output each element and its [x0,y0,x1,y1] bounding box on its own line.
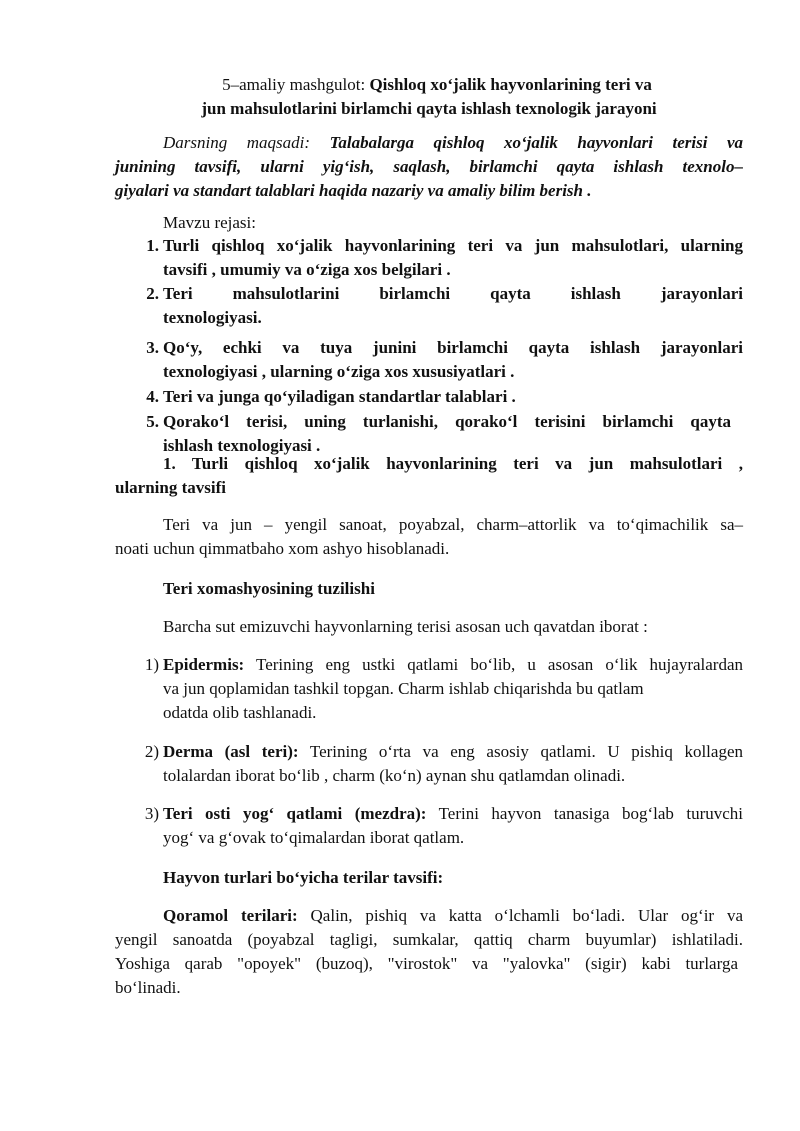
aim-label: Darsning maqsadi: [163,133,330,152]
plan-item-number: 4. [146,387,159,406]
intro-paragraph: Teri va jun – yengil sanoat, poyabzal, charm–attorlik va to‘qimachilik sa– noati uchun qimmatbaho xom ashyo hisoblanadi. [115,515,743,558]
plan-item: 1. Turli qishloq xo‘jalik hayvonlarining teri va jun mahsulotlari, ularning tavsifi , umumiy va o‘ziga xos belgilari . [115,234,743,282]
document-page: 5–amaliy mashgulot: Qishloq xo‘jalik hayvonlarining teri va jun mahsulotlarini birlamchi qayta ishlash texnologik jarayoni Darsning maqsadi: Talabalarga qishloq xo‘jalik hayvonlari terisi va junining tavsifi, ularni yig‘ish, saqlash, birlamchi qayta ishlash texnolo– giyalari va standart talablari haqida nazariy va amaliy bilim berish . Mavzu rejasi: 1. Turli qishloq xo‘jalik hayvonlarining teri va jun mahsulotlari, ularning tavsifi , umumiy va o‘ziga xos belgilari . 2. Teri mahsulotlarini birlamchi qayta ishlash jarayonlari texnologiyasi. 3. Qo‘y, echki va tuya junini birlamchi qayta ishlash jarayonlari texnologiyasi , ularning o‘ziga xos xususiyatlari . 4. Teri va junga qo‘yiladigan standartlar talablari . 5. Qorako‘l terisi, uning turlanishi, qorako‘l terisini birlamchi qayta ishlash texnologiyasi . 1. Turli qishloq xo‘jalik hayvonlarining teri va jun mahsulotlari , ularning tavsifi Teri va jun – yengil sanoat, poyabzal, charm–attorlik va to‘qimachilik sa– noati uchun qimmatbaho xom ashyo hisoblanadi. Teri xomashyosining tuzilishi Barcha sut emizuvchi hayvonlarning terisi asosan uch qavatdan iborat : 1) Epidermis: Terining eng ustki qatlami bo‘lib, u asosan o‘lik hujayralardan va jun qoplamidan tashkil topgan. Charm ishlab chiqarishda bu qatlam odatda olib tashlanadi. 2) Derma (asl teri): Terining o‘rta va eng asosiy qatlami. U pishiq kollagen tolalardan iborat bo‘lib , charm (ko‘n) aynan shu qatlamdan olinadi. 3) Teri osti yog‘ qatlami (mezdra): Terini hayvon tanasiga bog‘lab turuvchi yog‘ va g‘ovak to‘qimalardan iborat qatlam. Hayvon turlari bo‘yicha terilar tavsifi: Qoramol terilari: Qalin, pishiq va katta o‘lchamli bo‘ladi. Ular og‘ir va yengil sanoatda (poyabzal tagligi, sumkalar, qattiq charm buyumlar) ishlatiladi. Yoshiga qarab "opoyek" (buzoq), "virostok" va "yalovka" (sigir) kabi turlarga bo‘linadi. [0,0,800,1131]
cattle-label: Qoramol terilari: [163,906,298,925]
plan-list [115,234,743,455]
plan-item: 4. Teri va junga qo‘yiladigan standartlar talablari . [115,385,743,409]
plan-item: 5. Qorako‘l terisi, uning turlanishi, qorako‘l terisini birlamchi qayta ishlash texnologiyasi . [115,410,743,458]
layer-number: 1) [144,655,159,674]
layer-number: 3) [144,804,159,823]
layer-label: Epidermis: [163,655,245,674]
layers-intro: Barcha sut emizuvchi hayvonlarning terisi asosan uch qavatdan iborat : [163,617,648,636]
subheading-skin-structure: Teri xomashyosining tuzilishi [163,579,375,598]
subheading-animal-skins: Hayvon turlari bo‘yicha terilar tavsifi: [163,868,444,887]
aim-line-3: giyalari va standart talablari haqida nazariy va amaliy bilim berish . [115,181,592,200]
plan-item-number: 5. [146,412,159,431]
plan-item-number: 1. [146,236,159,255]
title-line-2: jun mahsulotlarini birlamchi qayta ishlash texnologik jarayoni [201,99,657,118]
page-title [115,73,743,121]
plan-heading: Mavzu rejasi: [163,213,256,232]
lesson-aim [115,131,743,203]
aim-line-1: Talabalarga qishloq xo‘jalik hayvonlari terisi va [329,133,743,152]
layer-number: 2) [144,742,159,761]
plan-item: 3. Qo‘y, echki va tuya junini birlamchi qayta ishlash jarayonlari texnologiyasi , ularning o‘ziga xos xususiyatlari . [115,336,743,384]
plan-item: 2. Teri mahsulotlarini birlamchi qayta ishlash jarayonlari texnologiyasi. [115,282,743,330]
plan-item-number: 3. [146,338,159,357]
plan-item-number: 2. [146,284,159,303]
aim-line-2: junining tavsifi, ularni yig‘ish, saqlash, birlamchi qayta ishlash texnolo– [115,157,743,176]
section-heading-1: 1. Turli qishloq xo‘jalik hayvonlarining teri va jun mahsulotlari , ularning tavsifi [115,454,743,497]
layer-label: Teri osti yog‘ qatlami (mezdra): [163,804,427,823]
layer-label: Derma (asl teri): [163,742,299,761]
cattle-paragraph: Qoramol terilari: Qalin, pishiq va katta o‘lchamli bo‘ladi. Ular og‘ir va yengil sanoatda (poyabzal tagligi, sumkalar, qattiq charm buyumlar) ishlatiladi. Yoshiga qarab "opoyek" (buzoq), "virostok" va "yalovka" (sigir) kabi turlarga bo‘linadi. [115,906,743,997]
title-prefix: 5–amaliy mashgulot: [222,75,370,94]
title-line-1: Qishloq xo‘jalik hayvonlarining teri va [369,75,652,94]
